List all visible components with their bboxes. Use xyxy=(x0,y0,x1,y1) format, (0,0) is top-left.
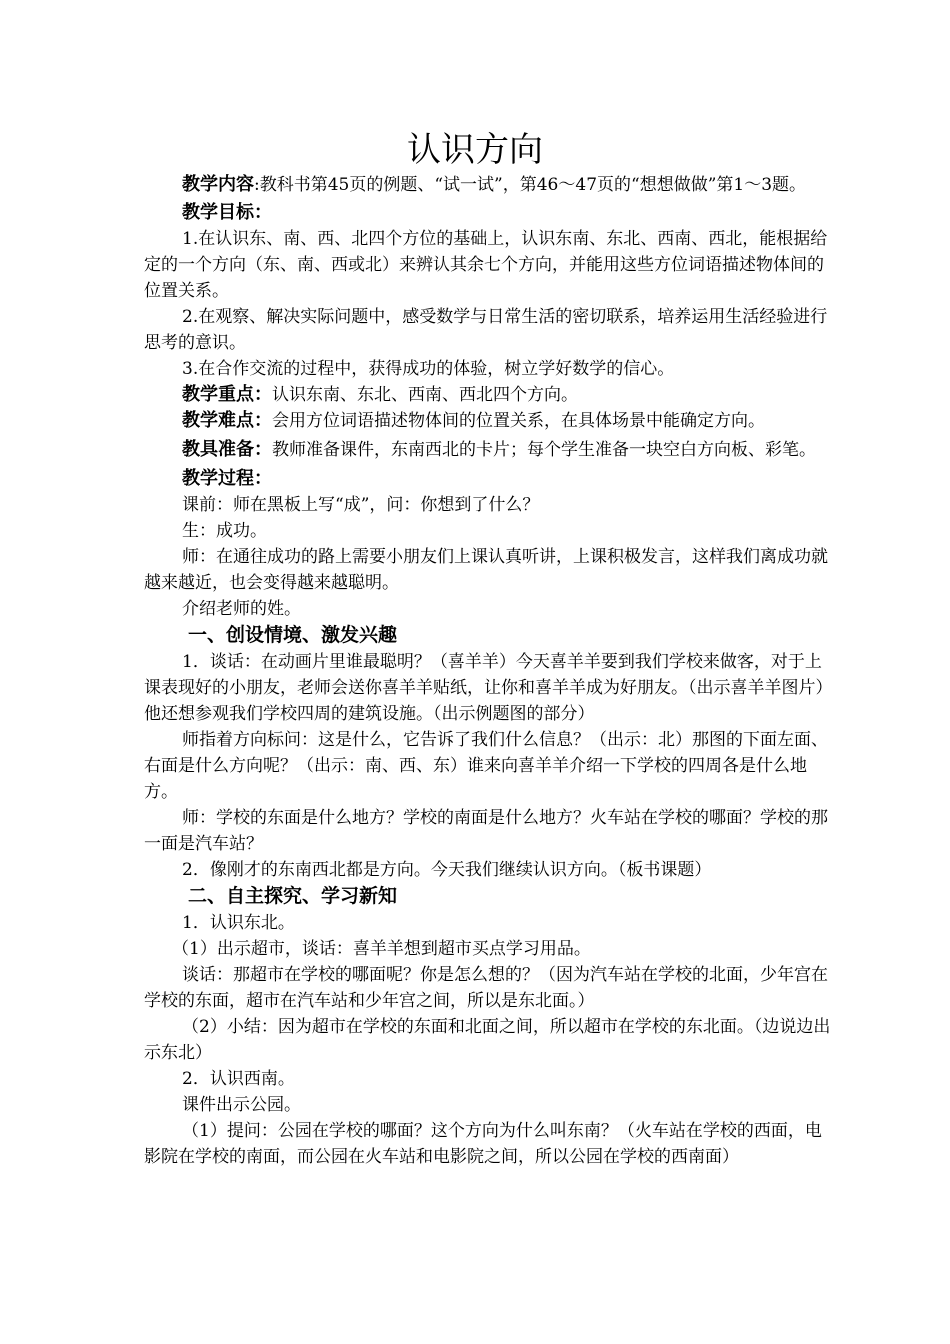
tools-paragraph xyxy=(144,437,832,463)
section-2-paragraph: 1．认识东北。 xyxy=(182,913,295,933)
key-point-label: 教学重点： xyxy=(182,384,272,405)
content-text: :教科书第45页的例题、“试一试”，第46～47页的“想想做做”第1～3题。 xyxy=(254,175,807,195)
key-point-paragraph xyxy=(144,382,832,408)
page-title: 认识方向 xyxy=(407,130,543,170)
difficulty-text: 会用方位词语描述物体间的位置关系，在具体场景中能确定方向。 xyxy=(272,411,765,431)
tools-label: 教具准备： xyxy=(182,439,272,460)
content-paragraph xyxy=(144,172,832,198)
goal-item: 1.在认识东、南、西、北四个方位的基础上，认识东南、东北、西南、西北，能根据给定的一个方向（东、南、西或北）来辨认其余七个方向，并能用这些方位词语描述物体间的位置关系。 xyxy=(144,229,828,301)
section-1-paragraph: 2．像刚才的东南西北都是方向。今天我们继续认识方向。（板书课题） xyxy=(182,860,712,880)
goal-item: 3.在合作交流的过程中，获得成功的体验，树立学好数学的信心。 xyxy=(182,359,675,379)
process-intro-line: 生：成功。 xyxy=(182,521,267,541)
key-point-text: 认识东南、东北、西南、西北四个方向。 xyxy=(272,385,578,405)
section-2-paragraph: （1）出示超市，谈话：喜羊羊想到超市买点学习用品。 xyxy=(172,939,591,959)
process-intro-line: 课前：师在黑板上写“成”，问：你想到了什么？ xyxy=(182,495,540,515)
goal-item: 2.在观察、解决实际问题中，感受数学与日常生活的密切联系，培养运用生活经验进行思考的意识。 xyxy=(144,307,828,353)
content-label: 教学内容 xyxy=(182,174,254,195)
section-1-paragraph: 师指着方向标问：这是什么，它告诉了我们什么信息？（出示：北）那图的下面左面、右面是什么方向呢？（出示：南、西、东）谁来向喜羊羊介绍一下学校的四周各是什么地方。 xyxy=(144,730,828,802)
section-2-paragraph: 课件出示公园。 xyxy=(182,1095,301,1115)
section-2-paragraph: 2．认识西南。 xyxy=(182,1069,295,1089)
difficulty-label: 教学难点： xyxy=(182,410,272,431)
section-1-paragraph: 1．谈话：在动画片里谁最聪明？（喜羊羊）今天喜羊羊要到我们学校来做客，对于上课表现好的小朋友，老师会送你喜羊羊贴纸，让你和喜羊羊成为好朋友。（出示喜羊羊图片）他还想参观我们学校四周的建筑设施。（出示例题图的部分） xyxy=(144,652,824,724)
section-2-heading: 二、自主探究、学习新知 xyxy=(188,885,398,907)
process-heading: 教学过程： xyxy=(182,468,272,489)
document-body xyxy=(144,172,832,1170)
tools-text: 教师准备课件，东南西北的卡片；每个学生准备一块空白方向板、彩笔。 xyxy=(272,440,816,460)
process-intro-line: 介绍老师的姓。 xyxy=(182,599,301,619)
process-intro-line: 师：在通往成功的路上需要小朋友们上课认真听讲，上课积极发言，这样我们离成功就越来越近，也会变得越来越聪明。 xyxy=(144,547,828,593)
section-1-heading: 一、创设情境、激发兴趣 xyxy=(188,624,398,646)
section-2-paragraph: （1）提问：公园在学校的哪面？这个方向为什么叫东南？（火车站在学校的西面，电影院在学校的南面，而公园在火车站和电影院之间，所以公园在学校的西南面） xyxy=(144,1121,822,1167)
difficulty-paragraph xyxy=(144,408,832,434)
section-2-paragraph: （2）小结：因为超市在学校的东面和北面之间，所以超市在学校的东北面。（边说边出示东北） xyxy=(144,1017,831,1063)
section-2-paragraph: 谈话：那超市在学校的哪面呢？你是怎么想的？（因为汽车站在学校的北面，少年宫在学校的东面，超市在汽车站和少年宫之间，所以是东北面。） xyxy=(144,965,828,1011)
goals-heading: 教学目标： xyxy=(182,202,272,223)
section-1-paragraph: 师：学校的东面是什么地方？学校的南面是什么地方？火车站在学校的哪面？学校的那一面是汽车站？ xyxy=(144,808,828,854)
